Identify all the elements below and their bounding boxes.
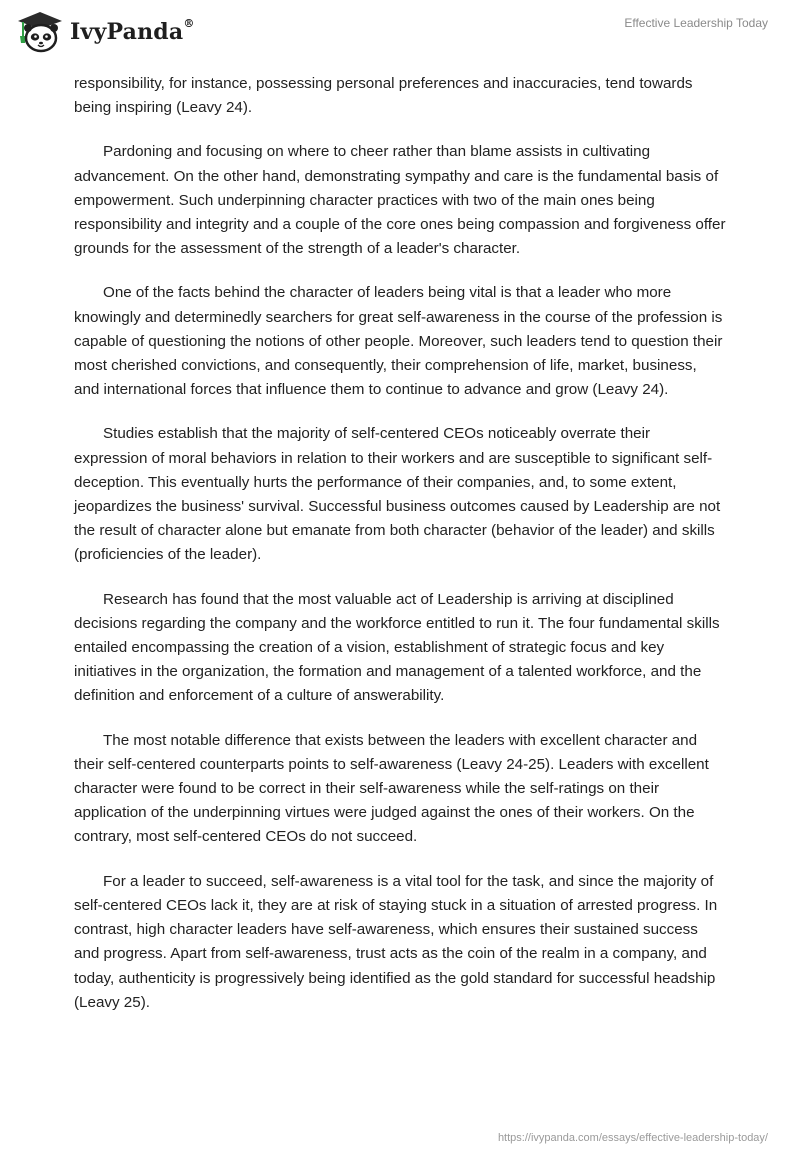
essay-body bbox=[74, 72, 726, 1035]
paragraph: Pardoning and focusing on where to cheer rather than blame assists in cultivating advancement. On the other hand, demonstrating sympathy and care is the fundamental basis of empowerment. Such underpinning character practices with two of the main ones being responsibility and integrity and a couple of the core ones being compassion and forgiveness offer grounds for the assessment of the strength of a leader's character. bbox=[74, 143, 726, 258]
paragraph: Research has found that the most valuable act of Leadership is arriving at disciplined decisions regarding the company and the workforce entitled to run it. The four fundamental skills entailed encompassing the creation of a vision, establishment of strategic focus and key initiatives in the organization, the formation and management of a talented workforce, and the definition and enforcement of a culture of answerability. bbox=[74, 590, 720, 705]
paragraph: The most notable difference that exists between the leaders with excellent character and their self-centered counterparts points to self-awareness (Leavy 24-25). Leaders with excellent character were found to be correct in their self-awareness while the self-ratings on their application of the underpinning virtues were judged against the ones of their workers. On the contrary, most self-centered CEOs do not succeed. bbox=[74, 731, 709, 846]
source-url-link[interactable]: https://ivypanda.com/essays/effective-leadership-today/ bbox=[497, 1132, 768, 1144]
ivypanda-logo[interactable] bbox=[16, 10, 195, 54]
paragraph: Studies establish that the majority of self-centered CEOs noticeably overrate their expression of moral behaviors in relation to their workers and are susceptible to significant self-deception. This eventually hurts the performance of their companies, and, to some extent, jeopardizes the business' survival. Successful business outcomes caused by Leadership are not the result of character alone but emanate from both character (behavior of the leader) and skills (proficiencies of the leader). bbox=[74, 425, 721, 564]
paragraph: One of the facts behind the character of leaders being vital is that a leader who more knowingly and determinedly searchers for great self-awareness in the course of the profession is capable of questioning the notions of other people. Moreover, such leaders tend to question their most cherished convictions, and consequently, their comprehension of life, market, business, and international forces that influence them to continue to advance and grow (Leavy 24). bbox=[74, 284, 723, 399]
document-title: Effective Leadership Today bbox=[624, 16, 768, 30]
paragraph-continuation: responsibility, for instance, possessing personal preferences and inaccuracies, tend towards being inspiring (Leavy 24). bbox=[74, 75, 693, 117]
paragraph: For a leader to succeed, self-awareness is a vital tool for the task, and since the majority of self-centered CEOs lack it, they are at risk of staying stuck in a situation of arrested progress. In contrast, high character leaders have self-awareness, which ensures their sustained success and progress. Apart from self-awareness, trust acts as the coin of the realm in a company, and today, authenticity is progressively being identified as the gold standard for successful headship (Leavy 25). bbox=[74, 872, 718, 1011]
brand-name-text: IvyPanda bbox=[70, 19, 184, 45]
page-header bbox=[0, 0, 800, 62]
registered-mark: ® bbox=[183, 17, 195, 30]
panda-graduation-cap-icon bbox=[16, 10, 64, 54]
brand-name bbox=[70, 19, 195, 45]
